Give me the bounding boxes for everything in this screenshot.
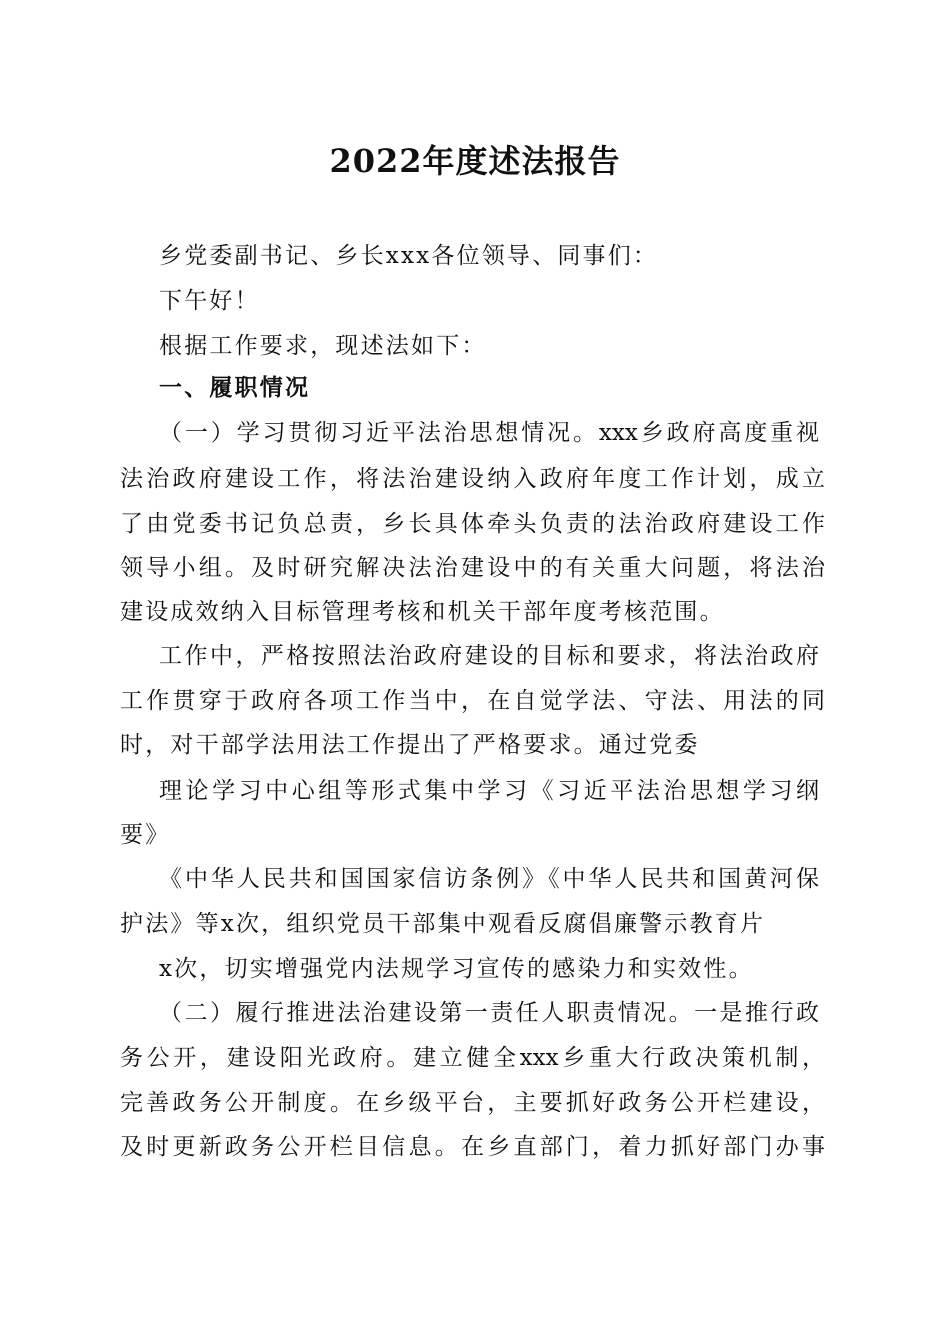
- paragraph-line: （二）履行推进法治建设第一责任人职责情况。一是推行政: [159, 1000, 819, 1026]
- paragraph-line: 护法》等x次，组织党员干部集中观看反腐倡廉警示教育片: [120, 911, 766, 937]
- greeting-line: 下午好！: [159, 288, 260, 314]
- paragraph-line: 建设成效纳入目标管理考核和机关干部年度考核范围。: [120, 599, 725, 625]
- paragraph-line: 领导小组。及时研究解决法治建设中的有关重大问题，将法治: [120, 555, 825, 581]
- paragraph-line: 工作中，严格按照法治政府建设的目标和要求，将法治政府: [159, 643, 819, 669]
- salutation-line: 乡党委副书记、乡长xxx各位领导、同事们：: [159, 243, 659, 269]
- paragraph-line: 了由党委书记负总责，乡长具体牵头负责的法治政府建设工作: [120, 511, 825, 537]
- paragraph-line: x次，切实增强党内法规学习宣传的感染力和实效性。: [159, 956, 754, 982]
- paragraph-line: 及时更新政务公开栏目信息。在乡直部门，着力抓好部门办事: [120, 1134, 825, 1160]
- paragraph-line: （一）学习贯彻习近平法治思想情况。xxx乡政府高度重视: [159, 420, 819, 446]
- paragraph-line: 《中华人民共和国国家信访条例》《中华人民共和国黄河保: [159, 866, 819, 892]
- paragraph-line: 工作贯穿于政府各项工作当中，在自觉学法、守法、用法的同: [120, 688, 825, 714]
- intro-line: 根据工作要求，现述法如下：: [159, 333, 487, 359]
- paragraph-line: 时，对干部学法用法工作提出了严格要求。通过党委: [120, 732, 700, 758]
- paragraph-line: 完善政务公开制度。在乡级平台，主要抓好政务公开栏建设，: [120, 1090, 825, 1116]
- document-title: 2022年度述法报告: [329, 142, 621, 180]
- paragraph-line: 理论学习中心组等形式集中学习《习近平法治思想学习纲: [159, 778, 819, 804]
- paragraph-line: 务公开，建设阳光政府。建立健全xxx乡重大行政决策机制，: [120, 1045, 825, 1071]
- section-heading: 一、履职情况: [159, 374, 311, 401]
- paragraph-line: 要》: [120, 822, 171, 848]
- paragraph-line: 法治政府建设工作，将法治建设纳入政府年度工作计划，成立: [120, 466, 825, 492]
